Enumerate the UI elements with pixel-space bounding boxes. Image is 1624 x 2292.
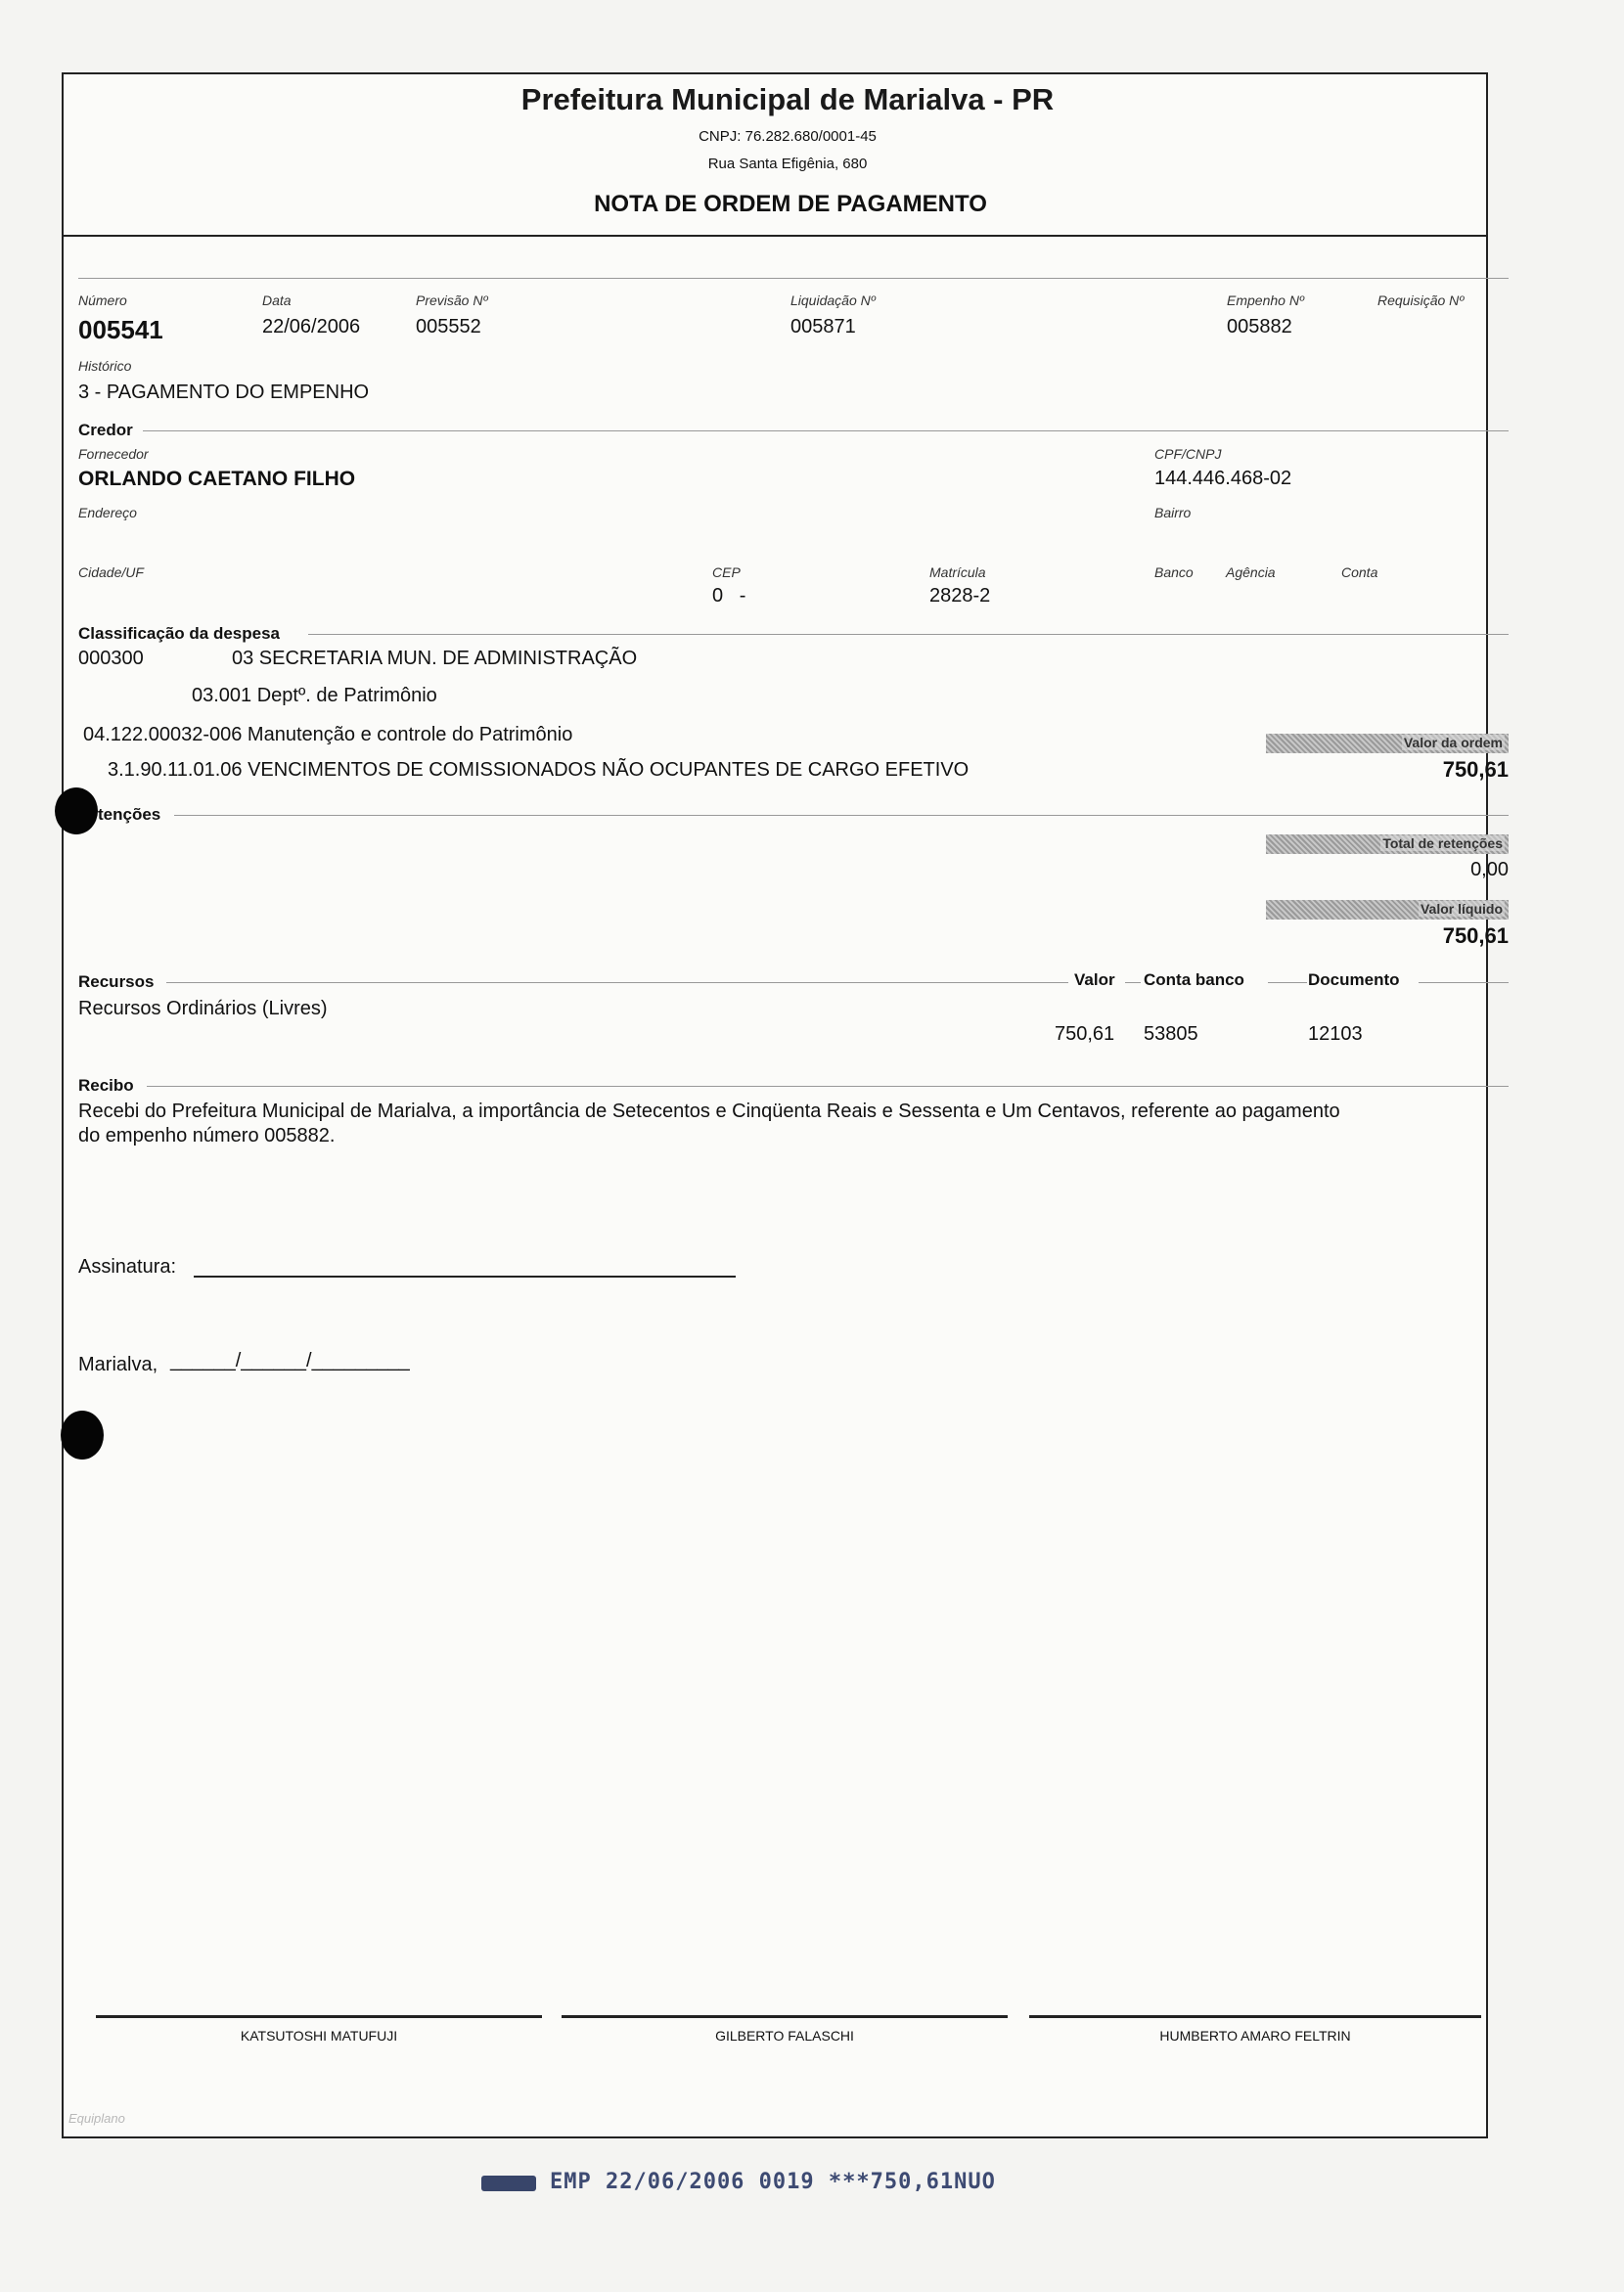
recursos-conta-header: Conta banco xyxy=(1144,970,1244,989)
signature-line-2 xyxy=(562,2015,1008,2018)
bairro-label: Bairro xyxy=(1154,505,1192,520)
valor-ordem-label: Valor da ordem xyxy=(1403,735,1503,750)
recursos-fonte: Recursos Ordinários (Livres) xyxy=(78,998,328,1019)
liquidacao-value: 005871 xyxy=(790,316,856,337)
valor-liquido-value: 750,61 xyxy=(1442,923,1509,948)
cep-value: 0 - xyxy=(712,585,746,607)
data-label: Data xyxy=(262,292,292,308)
recursos-rule-1 xyxy=(166,982,1068,983)
historico-value: 3 - PAGAMENTO DO EMPENHO xyxy=(78,382,370,403)
credor-rule xyxy=(143,430,1509,431)
historico-label: Histórico xyxy=(78,358,132,374)
requisicao-label: Requisição Nº xyxy=(1377,292,1465,308)
classificacao-element: 3.1.90.11.01.06 VENCIMENTOS DE COMISSIONADOS NÃO OCUPANTES DE CARGO EFETIVO xyxy=(108,759,970,781)
top-rule xyxy=(78,278,1509,279)
classificacao-org: 03 SECRETARIA MUN. DE ADMINISTRAÇÃO xyxy=(232,648,638,669)
agencia-label: Agência xyxy=(1226,564,1276,580)
bank-auth-stamp: EMP 22/06/2006 0019 ***750,61NUO xyxy=(550,2170,996,2194)
previsao-value: 005552 xyxy=(416,316,481,337)
document-title: Prefeitura Municipal de Marialva - PR xyxy=(520,82,1055,116)
recibo-text-line2: do empenho número 005882. xyxy=(78,1125,336,1146)
conta-label: Conta xyxy=(1341,564,1378,580)
empenho-value: 005882 xyxy=(1227,316,1292,337)
recibo-rule xyxy=(147,1086,1509,1087)
address-text: Rua Santa Efigênia, 680 xyxy=(707,156,868,172)
recursos-valor-header: Valor xyxy=(1074,970,1115,989)
numero-value: 005541 xyxy=(78,315,163,344)
cpf-label: CPF/CNPJ xyxy=(1154,446,1222,462)
ink-blot-1 xyxy=(55,787,98,834)
classificacao-unit: 03.001 Deptº. de Patrimônio xyxy=(192,685,437,706)
valor-liquido-header xyxy=(1266,900,1509,920)
liquidacao-label: Liquidação Nº xyxy=(790,292,876,308)
ink-blot-2 xyxy=(61,1411,104,1460)
header-divider xyxy=(62,235,1486,237)
retencoes-section-title: tenções xyxy=(98,805,161,824)
retencoes-rule xyxy=(174,815,1509,816)
signature-name-2: GILBERTO FALASCHI xyxy=(715,2028,854,2044)
numero-label: Número xyxy=(78,292,127,308)
total-retencoes-value: 0,00 xyxy=(1470,859,1509,880)
credor-section-title: Credor xyxy=(78,421,133,439)
signature-name-1: KATSUTOSHI MATUFUJI xyxy=(240,2028,398,2044)
cpf-value: 144.446.468-02 xyxy=(1154,468,1292,489)
recursos-section-title: Recursos xyxy=(78,972,155,991)
recursos-documento-header: Documento xyxy=(1308,970,1400,989)
previsao-label: Previsão Nº xyxy=(416,292,488,308)
assinatura-line xyxy=(194,1276,736,1278)
cidade-label: Cidade/UF xyxy=(78,564,144,580)
total-retencoes-header xyxy=(1266,834,1509,854)
date-blank-line: ______/______/_________ xyxy=(170,1350,410,1371)
recibo-text-line1: Recebi do Prefeitura Municipal de Marialva, a importância de Setecentos e Cinqüenta Reais e Sessenta e Um Centavos, referente ao pagamento xyxy=(78,1101,1340,1122)
classificacao-section-title: Classificação da despesa xyxy=(78,624,281,643)
matricula-label: Matrícula xyxy=(929,564,986,580)
recursos-valor: 750,61 xyxy=(1055,1023,1115,1045)
classificacao-code: 000300 xyxy=(78,648,144,669)
classificacao-program: 04.122.00032-006 Manutenção e controle do Patrimônio xyxy=(83,724,573,745)
fornecedor-label: Fornecedor xyxy=(78,446,149,462)
cnpj-text: CNPJ: 76.282.680/0001-45 xyxy=(699,128,877,145)
banco-label: Banco xyxy=(1154,564,1194,580)
valor-liquido-label: Valor líquido xyxy=(1420,901,1503,917)
recursos-rule-3 xyxy=(1268,982,1307,983)
recibo-section-title: Recibo xyxy=(78,1076,134,1095)
valor-ordem-value: 750,61 xyxy=(1442,757,1509,782)
software-mark: Equiplano xyxy=(68,2111,125,2126)
signature-line-3 xyxy=(1029,2015,1481,2018)
empenho-label: Empenho Nº xyxy=(1227,292,1305,308)
cep-label: CEP xyxy=(712,564,741,580)
fornecedor-value: ORLANDO CAETANO FILHO xyxy=(78,468,356,490)
recursos-documento: 12103 xyxy=(1308,1023,1363,1045)
data-value: 22/06/2006 xyxy=(262,316,361,337)
local-label: Marialva, xyxy=(78,1354,158,1375)
recursos-rule-2 xyxy=(1125,982,1141,983)
signature-line-1 xyxy=(96,2015,542,2018)
doc-type-title: NOTA DE ORDEM DE PAGAMENTO xyxy=(594,191,987,217)
total-retencoes-label: Total de retenções xyxy=(1382,835,1503,851)
classificacao-rule xyxy=(308,634,1509,635)
endereco-label: Endereço xyxy=(78,505,137,520)
assinatura-label: Assinatura: xyxy=(78,1256,177,1278)
signature-name-3: HUMBERTO AMARO FELTRIN xyxy=(1159,2028,1351,2044)
matricula-value: 2828-2 xyxy=(929,585,991,607)
recursos-rule-4 xyxy=(1419,982,1509,983)
recursos-conta: 53805 xyxy=(1144,1023,1198,1045)
valor-ordem-header xyxy=(1266,734,1509,753)
bank-logo-icon xyxy=(481,2176,536,2191)
